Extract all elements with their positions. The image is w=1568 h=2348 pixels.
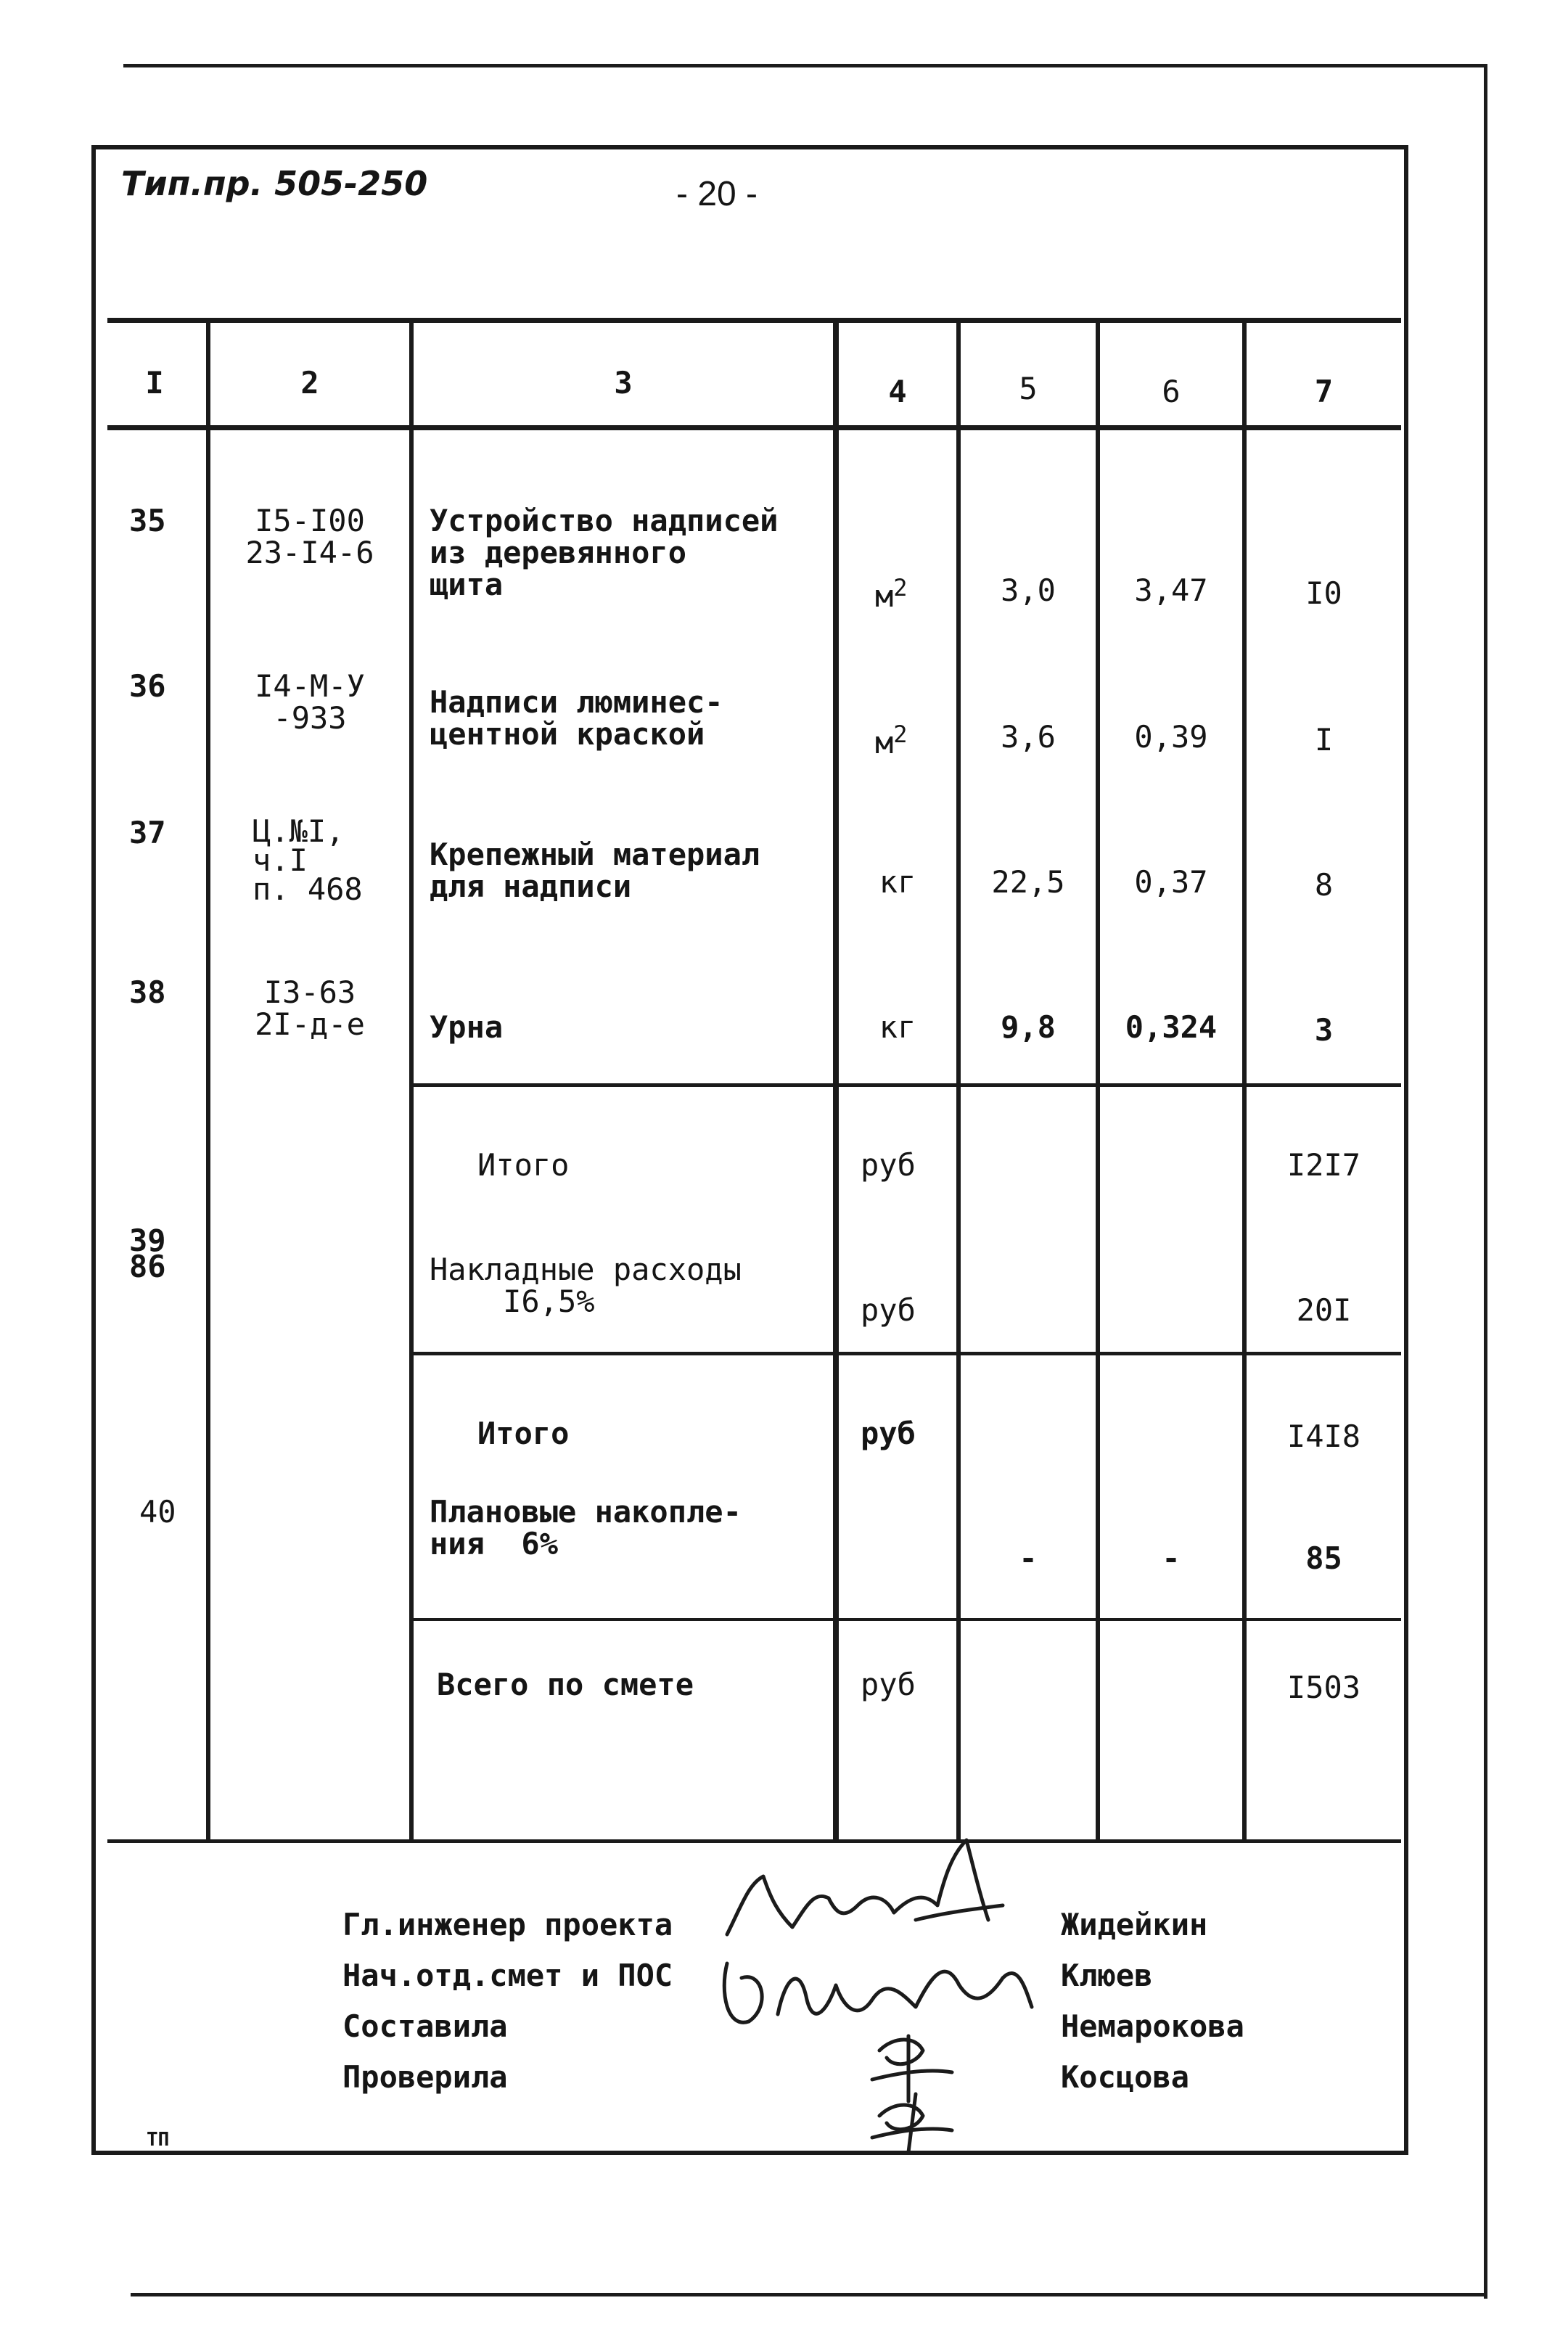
signature-label-compiled: Составила	[342, 2008, 508, 2044]
summary-quantity: -	[1019, 1540, 1038, 1576]
signature-label-checked: Проверила	[342, 2059, 508, 2095]
col-header-7: 7	[1314, 374, 1334, 409]
signature-name-compiled: Немарокова	[1061, 2008, 1244, 2044]
row-total: 3	[1314, 1012, 1334, 1048]
row-unit: кг	[879, 864, 916, 900]
row-quantity: 22,5	[991, 864, 1065, 900]
col-divider-5	[1096, 321, 1100, 1842]
col-header-6: 6	[1162, 374, 1181, 409]
summary-description: Плановые накопле- ния 6%	[430, 1494, 742, 1561]
row-unit: кг	[879, 1009, 916, 1045]
signature-name-checked: Косцова	[1061, 2059, 1190, 2095]
row-code: I3-63 2I-д-е	[255, 974, 365, 1042]
col-divider-3	[833, 321, 839, 1842]
unit-text: м	[875, 725, 894, 760]
signature-label-estimates-head: Нач.отд.смет и ПОС	[342, 1958, 673, 1993]
items-bottom-line	[413, 1083, 1401, 1087]
col-header-2: 2	[300, 365, 319, 401]
row-total: I0	[1305, 575, 1342, 611]
row-total: I	[1314, 722, 1334, 758]
row-number: 35	[129, 503, 166, 538]
summary-description: Накладные расходы I6,5%	[430, 1252, 742, 1319]
unit-superscript: 2	[893, 574, 908, 602]
summary-description: Всего по смете	[437, 1667, 694, 1702]
accumulation-bottom-line	[413, 1618, 1401, 1621]
bottom-rule	[131, 2293, 1487, 2296]
summary-total: 85	[1305, 1540, 1342, 1576]
header-bottom-line	[107, 425, 1401, 430]
right-rule	[1484, 64, 1487, 2299]
row-description: Надписи люминес- центной краской	[430, 684, 723, 752]
summary-unit: руб	[861, 1292, 916, 1328]
summary-unit: руб	[861, 1667, 916, 1702]
row-total: 8	[1314, 867, 1334, 903]
page-number: - 20 -	[676, 175, 758, 213]
col-header-4: 4	[888, 374, 907, 409]
row-price: 3,47	[1134, 572, 1208, 608]
summary-total: I2I7	[1286, 1147, 1361, 1183]
col-header-3: 3	[614, 365, 633, 401]
row-price: 0,37	[1134, 864, 1208, 900]
corner-mark: ТП	[147, 2129, 170, 2151]
row-number: 38	[129, 974, 166, 1010]
row-code: I4-М-У -933	[255, 668, 365, 736]
row-unit	[875, 718, 908, 759]
row-price: 0,324	[1125, 1009, 1218, 1045]
handwritten-signatures	[698, 1818, 1104, 2152]
row-quantity: 3,6	[1001, 719, 1056, 755]
row-unit	[875, 572, 908, 612]
signature-name-estimates-head: Клюев	[1061, 1958, 1153, 1993]
summary-description: Итого	[477, 1147, 570, 1183]
summary-price: -	[1162, 1540, 1181, 1576]
row-price: 0,39	[1134, 719, 1208, 755]
row-description: Устройство надписей из деревянного щита	[430, 503, 779, 602]
unit-superscript: 2	[893, 721, 908, 748]
doc-code: Тип.пр. 505-250	[121, 164, 428, 203]
unit-text: м	[875, 578, 894, 614]
summary-description: Итого	[477, 1416, 570, 1451]
row-quantity: 3,0	[1001, 572, 1056, 608]
summary-number: 40	[139, 1494, 176, 1530]
row-quantity: 9,8	[1001, 1009, 1056, 1045]
table-top-line	[107, 318, 1401, 323]
summary-total: 20I	[1296, 1292, 1352, 1328]
top-rule	[123, 64, 1487, 67]
row-description: Крепежный материал для надписи	[430, 837, 760, 904]
summary-number: 39 86	[129, 1223, 166, 1284]
col-divider-4	[956, 321, 961, 1842]
document-frame	[91, 145, 1408, 2155]
col-divider-2	[409, 321, 414, 1842]
col-divider-6	[1242, 321, 1247, 1842]
overhead-bottom-line	[413, 1352, 1401, 1355]
summary-total: I4I8	[1286, 1419, 1361, 1454]
row-number: 36	[129, 668, 166, 704]
row-number: 37	[129, 815, 166, 850]
row-code: I5-I00 23-I4-6	[245, 503, 374, 570]
col-header-1: I	[145, 365, 164, 401]
signature-label-chief-engineer: Гл.инженер проекта	[342, 1907, 673, 1942]
row-description: Урна	[430, 1009, 504, 1045]
summary-unit: руб	[861, 1147, 916, 1183]
summary-unit: руб	[861, 1416, 916, 1451]
col-header-5: 5	[1019, 371, 1038, 406]
signature-name-chief-engineer: Жидейкин	[1061, 1907, 1208, 1942]
summary-total: I503	[1286, 1670, 1361, 1705]
row-code: Ц.№I, ч.I п. 468	[253, 813, 363, 907]
